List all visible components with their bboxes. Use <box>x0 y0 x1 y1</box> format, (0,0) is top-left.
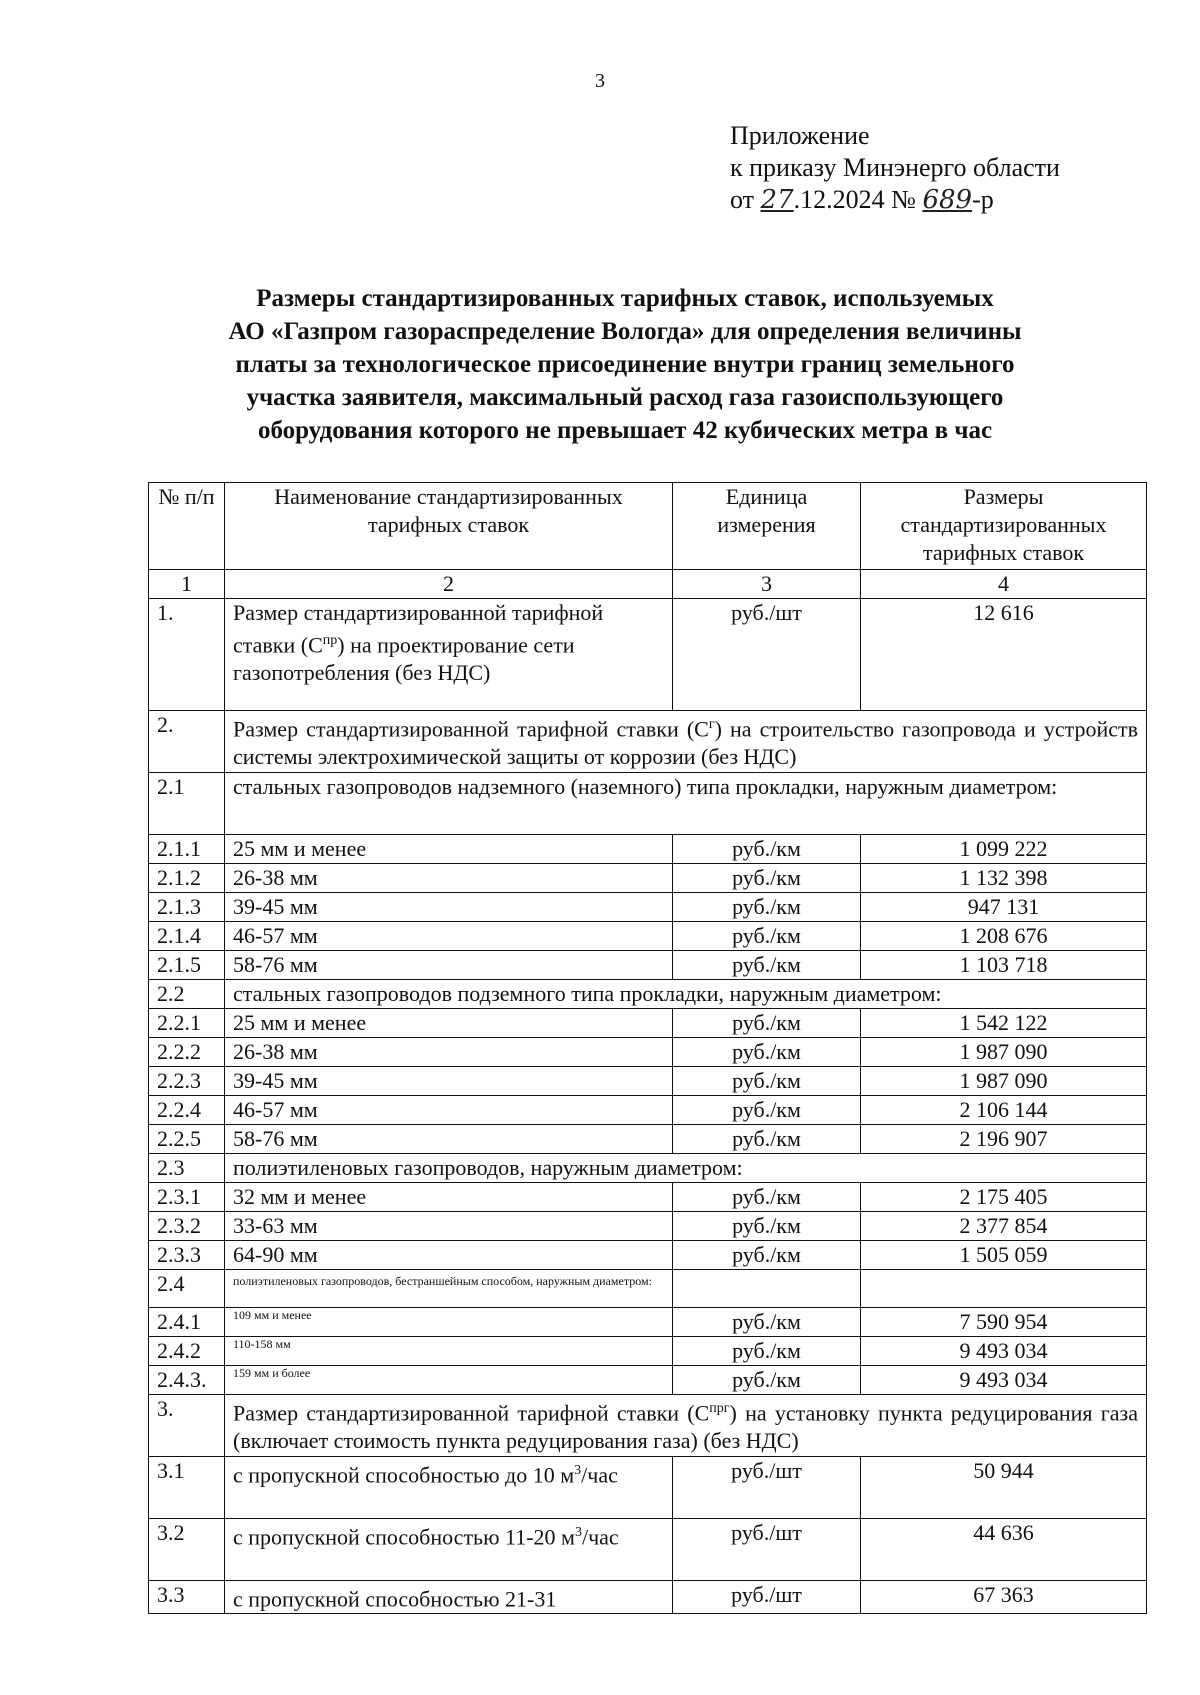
row-name: 109 мм и менее <box>225 1308 673 1337</box>
table-row <box>149 1366 1147 1395</box>
row-name: 39-45 мм <box>225 893 673 922</box>
subsection-name: стальных газопроводов подземного типа прокладки, наружным диаметром: <box>225 980 1147 1009</box>
row-value: 2 106 144 <box>861 1096 1147 1125</box>
order-suffix: -р <box>972 185 994 214</box>
subsection-row <box>149 773 1147 835</box>
table-row <box>149 1009 1147 1038</box>
column-number: 2 <box>225 570 673 599</box>
row-value: 1 099 222 <box>861 835 1147 864</box>
row-number: 3.1 <box>149 1457 225 1519</box>
column-number: 4 <box>861 570 1147 599</box>
column-number: 3 <box>673 570 861 599</box>
row-name: 25 мм и менее <box>225 835 673 864</box>
appendix-order-ref: к приказу Минэнерго области <box>730 153 1060 182</box>
row-number: 2.1.5 <box>149 951 225 980</box>
row-value: 1 103 718 <box>861 951 1147 980</box>
row-name: 58-76 мм <box>225 951 673 980</box>
title-line-4: участка заявителя, максимальный расход газа газоиспользующего <box>246 384 1004 411</box>
row-name: с пропускной способностью до 10 $м^3$/час <box>225 1457 673 1519</box>
table-row <box>149 864 1147 893</box>
row-name: 26-38 мм <box>225 864 673 893</box>
row-value: 1 987 090 <box>861 1067 1147 1096</box>
row-unit: руб./км <box>673 1366 861 1395</box>
subsection-name: полиэтиленовых газопроводов, бестраншейным способом, наружным диаметром: <box>225 1270 673 1308</box>
row-number: 3. <box>149 1395 225 1457</box>
row-name: 32 мм и менее <box>225 1183 673 1212</box>
table-row <box>149 1096 1147 1125</box>
row-number: 2.3.3 <box>149 1241 225 1270</box>
row-number: 3.2 <box>149 1519 225 1581</box>
row-name: 159 мм и более <box>225 1366 673 1395</box>
row-number: 2.2 <box>149 980 225 1009</box>
subsection-name: стальных газопроводов надземного (наземного) типа прокладки, наружным диаметром: <box>225 773 1147 835</box>
title-line-5: оборудования которого не превышает 42 кубических метра в час <box>257 417 993 444</box>
row-number: 2.4.3. <box>149 1366 225 1395</box>
column-number-row <box>149 570 1147 599</box>
row-number: 2.1.4 <box>149 922 225 951</box>
rates-table <box>148 482 1147 1614</box>
row-unit: руб./шт <box>673 599 861 711</box>
appendix-block <box>730 120 1060 216</box>
section-name: Размер стандартизированной тарифной ставки $(С^г)$ на строительство газопровода и устройств системы электрохимической защиты от коррозии (без НДС) <box>225 711 1147 773</box>
row-number: 2.3.1 <box>149 1183 225 1212</box>
row-value: 2 377 854 <box>861 1212 1147 1241</box>
row-number: 2.4.2 <box>149 1337 225 1366</box>
table-row <box>149 1581 1147 1614</box>
table-row <box>149 1308 1147 1337</box>
row-name: 58-76 мм <box>225 1125 673 1154</box>
row-unit: руб./км <box>673 1125 861 1154</box>
row-unit: руб./км <box>673 1096 861 1125</box>
row-value: 1 987 090 <box>861 1038 1147 1067</box>
row-number: 2.2.5 <box>149 1125 225 1154</box>
row-number: 2.2.2 <box>149 1038 225 1067</box>
document-title <box>150 282 1100 447</box>
subsection-row <box>149 1154 1147 1183</box>
subsection-name: полиэтиленовых газопроводов, наружным диаметром: <box>225 1154 1147 1183</box>
date-rest: .12.2024 № <box>793 185 923 214</box>
row-number: 2.1.2 <box>149 864 225 893</box>
table-row <box>149 922 1147 951</box>
empty-cell <box>673 1270 861 1308</box>
row-value: 1 542 122 <box>861 1009 1147 1038</box>
row-value: 9 493 034 <box>861 1337 1147 1366</box>
row-number: 2.4 <box>149 1270 225 1308</box>
row-unit: руб./км <box>673 922 861 951</box>
row-number: 2.3 <box>149 1154 225 1183</box>
row-number: 1. <box>149 599 225 711</box>
row-number: 2.4.1 <box>149 1308 225 1337</box>
table-row <box>149 893 1147 922</box>
row-unit: руб./км <box>673 1067 861 1096</box>
row-number: 2.1.1 <box>149 835 225 864</box>
header-unit: Единица измерения <box>673 483 861 570</box>
row-unit: руб./км <box>673 951 861 980</box>
table-row <box>149 1038 1147 1067</box>
table-row <box>149 951 1147 980</box>
row-name: 25 мм и менее <box>225 1009 673 1038</box>
row-value: 44 636 <box>861 1519 1147 1581</box>
row-unit: руб./шт <box>673 1581 861 1614</box>
row-value: 50 944 <box>861 1457 1147 1519</box>
row-number: 2.2.1 <box>149 1009 225 1038</box>
row-number: 2.2.4 <box>149 1096 225 1125</box>
row-unit: руб./шт <box>673 1519 861 1581</box>
page-number: 3 <box>595 70 605 92</box>
subsection-row <box>149 980 1147 1009</box>
row-unit: руб./км <box>673 1038 861 1067</box>
row-value: 947 131 <box>861 893 1147 922</box>
row-name: 39-45 мм <box>225 1067 673 1096</box>
subsection-row <box>149 1270 1147 1308</box>
row-value: 2 175 405 <box>861 1183 1147 1212</box>
row-number: 2.1 <box>149 773 225 835</box>
row-value: 2 196 907 <box>861 1125 1147 1154</box>
row-value: 1 132 398 <box>861 864 1147 893</box>
header-number: № п/п <box>149 483 225 570</box>
header-value: Размеры стандартизированных тарифных ставок <box>861 483 1147 570</box>
row-value: 9 493 034 <box>861 1366 1147 1395</box>
row-unit: руб./км <box>673 1241 861 1270</box>
row-unit: руб./км <box>673 1337 861 1366</box>
table-row <box>149 1519 1147 1581</box>
title-line-1: Размеры стандартизированных тарифных ставок, используемых <box>256 285 994 312</box>
row-unit: руб./км <box>673 1009 861 1038</box>
row-value: 12 616 <box>861 599 1147 711</box>
row-value: 1 208 676 <box>861 922 1147 951</box>
row-unit: руб./км <box>673 835 861 864</box>
table-row <box>149 1125 1147 1154</box>
row-name: с пропускной способностью 11-20 $м^3$/час <box>225 1519 673 1581</box>
row-name: с пропускной способностью 21-31 <box>225 1581 673 1614</box>
row-unit: руб./км <box>673 1212 861 1241</box>
row-value: 7 590 954 <box>861 1308 1147 1337</box>
appendix-date-line <box>730 184 1060 216</box>
section-row <box>149 1395 1147 1457</box>
row-unit: руб./км <box>673 1183 861 1212</box>
empty-cell <box>861 1270 1147 1308</box>
row-name: 26-38 мм <box>225 1038 673 1067</box>
table-row <box>149 1457 1147 1519</box>
row-unit: руб./км <box>673 893 861 922</box>
row-unit: руб./км <box>673 864 861 893</box>
table-row <box>149 1183 1147 1212</box>
section-name: Размер стандартизированной тарифной ставки $(С^{прг})$ на установку пункта редуцирования газа (включает стоимость пункта редуцирования газа) (без НДС) <box>225 1395 1147 1457</box>
appendix-label: Приложение <box>730 121 870 150</box>
row-name: 46-57 мм <box>225 1096 673 1125</box>
column-number: 1 <box>149 570 225 599</box>
row-name: 64-90 мм <box>225 1241 673 1270</box>
table-row <box>149 1337 1147 1366</box>
table-row <box>149 1067 1147 1096</box>
date-prefix: от <box>730 185 761 214</box>
row-name: Размер стандартизированной тарифной ставки $(С^{пр})$ на проектирование сети газопотребления (без НДС) <box>225 599 673 711</box>
title-line-3: платы за технологическое присоединение внутри границ земельного <box>235 351 1015 378</box>
row-number: 2. <box>149 711 225 773</box>
row-name: 110-158 мм <box>225 1337 673 1366</box>
table-row <box>149 1212 1147 1241</box>
handwritten-order-number: 689 <box>922 185 973 215</box>
row-value: 1 505 059 <box>861 1241 1147 1270</box>
row-value: 67 363 <box>861 1581 1147 1614</box>
table-row <box>149 1241 1147 1270</box>
header-name: Наименование стандартизированных тарифных ставок <box>225 483 673 570</box>
title-line-2: АО «Газпром газораспределение Вологда» для определения величины <box>228 318 1022 345</box>
table-header-row <box>149 483 1147 570</box>
row-number: 2.2.3 <box>149 1067 225 1096</box>
row-number: 2.3.2 <box>149 1212 225 1241</box>
table-row <box>149 599 1147 711</box>
handwritten-day: 27 <box>760 185 794 215</box>
table-row <box>149 835 1147 864</box>
row-number: 2.1.3 <box>149 893 225 922</box>
row-unit: руб./км <box>673 1308 861 1337</box>
row-name: 46-57 мм <box>225 922 673 951</box>
section-row <box>149 711 1147 773</box>
row-number: 3.3 <box>149 1581 225 1614</box>
row-name: 33-63 мм <box>225 1212 673 1241</box>
row-unit: руб./шт <box>673 1457 861 1519</box>
